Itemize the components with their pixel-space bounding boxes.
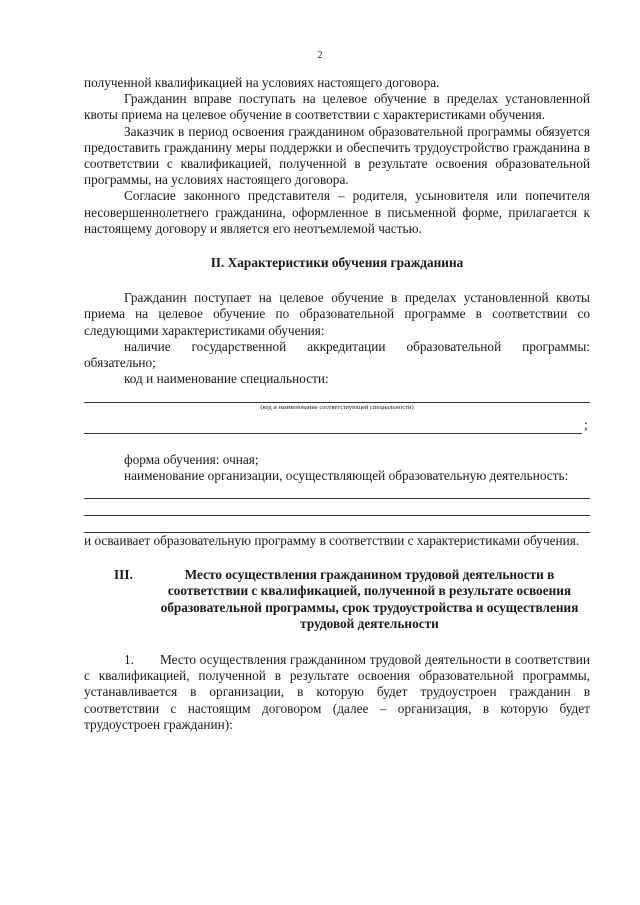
item-1-number: 1. bbox=[124, 652, 134, 668]
document-body bbox=[84, 75, 590, 733]
specialty-blank-line-2 bbox=[84, 418, 582, 434]
paragraph-customer-obligations: Заказчик в период освоения гражданином образовательной программы обязуется предоставить гражданину меры поддержки и обеспечить трудоустройство гражданина в соответствии с квалификацией, полученной в результате освоения образовательной программы, на условиях настоящего договора. bbox=[84, 123, 590, 188]
organization-blank-line-2 bbox=[84, 499, 590, 516]
paragraph-enrollment: Гражданин поступает на целевое обучение в пределах установленной квоты приема на целевое обучение по образовательной программе в соответствии со следующими характеристиками обучения: bbox=[84, 290, 590, 338]
paragraph-qualification: полученной квалификацией на условиях настоящего договора. bbox=[84, 75, 440, 90]
paragraph-item-1 bbox=[84, 652, 590, 733]
section-3-heading bbox=[84, 567, 590, 632]
section-2-title: II. Характеристики обучения гражданина bbox=[210, 255, 464, 271]
paragraph-guardian-consent: Согласие законного представителя – родителя, усыновителя или попечителя несовершеннолетнего гражданина, оформленное в письменной форме, прилагается к настоящему договору и является его неотъемлемой частью. bbox=[84, 188, 590, 236]
organization-blank-line-1 bbox=[84, 484, 590, 499]
paragraph-program: и осваивает образовательную программу в соответствии с характеристиками обучения. bbox=[84, 533, 580, 549]
semicolon: ; bbox=[584, 417, 588, 433]
specialty-blank-line-1 bbox=[84, 387, 590, 403]
specialty-caption: (код и наименование соответствующей специальности) bbox=[260, 404, 414, 412]
item-1-text: Место осуществления гражданином трудовой деятельности в соответствии с квалификацией, полученной в результате освоения образовательной программы, устанавливается в организации, в которую будет трудоустроен гражданин в соответствии с настоящим договором (далее – организация, в которую будет трудоустроен гражданин): bbox=[84, 652, 590, 732]
paragraph-study-form: форма обучения: очная; bbox=[124, 451, 259, 467]
paragraph-accreditation: наличие государственной аккредитации образовательной программы: обязательно; bbox=[84, 338, 590, 371]
paragraph-right-to-enroll: Гражданин вправе поступать на целевое обучение в пределах установленной квоты приема на целевое обучение в соответствии с характеристиками обучения. bbox=[84, 91, 590, 123]
specialty-blank-row bbox=[84, 417, 590, 433]
page-number: 2 bbox=[317, 50, 323, 61]
section-3-title: Место осуществления гражданином трудовой деятельности в соответствии с квалификацией, полученной в результате освоения образовательной программы, срок трудоустройства и осуществления трудовой деятельности bbox=[160, 567, 579, 631]
paragraph-specialty-label: код и наименование специальности: bbox=[124, 371, 329, 387]
section-3-number: III. bbox=[114, 567, 133, 583]
paragraph-organization-label: наименование организации, осуществляющей образовательную деятельность: bbox=[124, 467, 569, 483]
organization-blank-line-3 bbox=[84, 516, 590, 533]
